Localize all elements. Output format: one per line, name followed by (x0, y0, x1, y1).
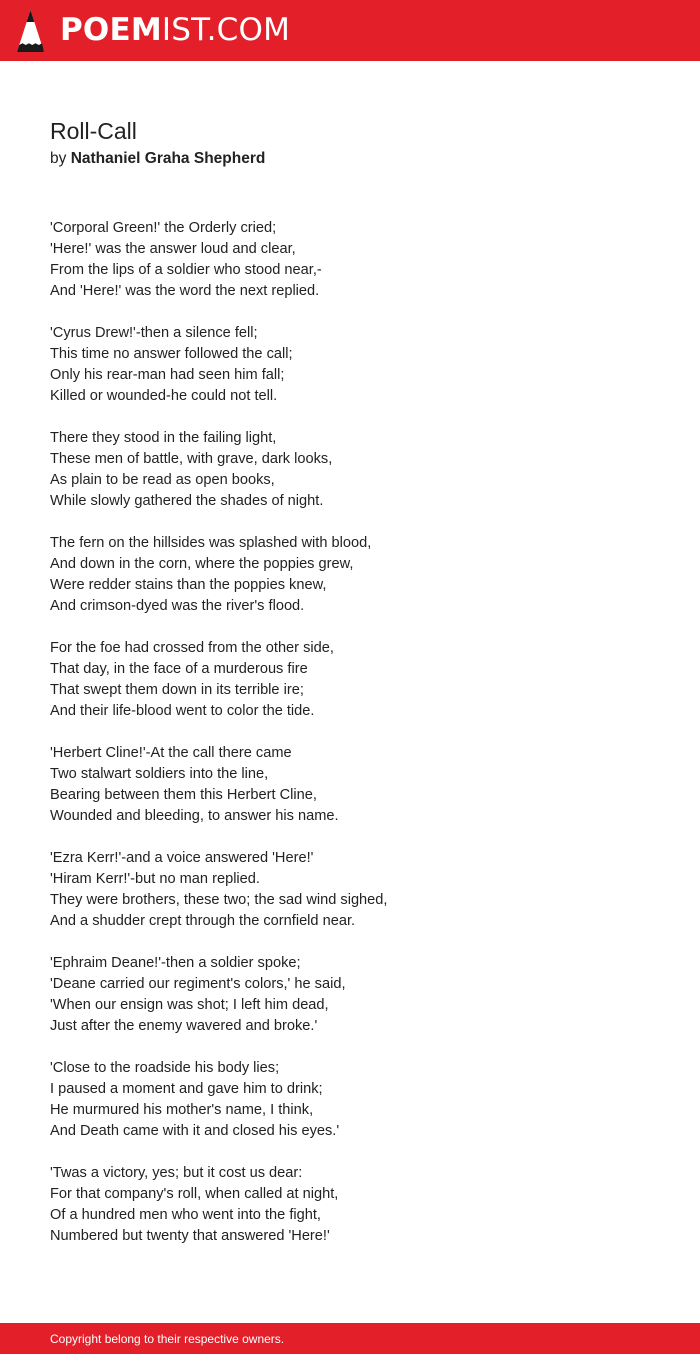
poem-line: And down in the corn, where the poppies grew, (50, 556, 354, 572)
poem-line: 'Herbert Cline!'-At the call there came (50, 745, 292, 761)
stanza (50, 1163, 650, 1247)
poem-line: That swept them down in its terrible ire; (50, 682, 304, 698)
site-footer (0, 1323, 700, 1354)
poem-line: Two stalwart soldiers into the line, (50, 766, 269, 782)
poem-line: And their life-blood went to color the tide. (50, 703, 315, 719)
poem-line: And Death came with it and closed his eyes.' (50, 1123, 340, 1139)
stanza (50, 218, 650, 302)
poem-line: There they stood in the failing light, (50, 430, 277, 446)
poem-line: 'Ezra Kerr!'-and a voice answered 'Here!' (50, 850, 314, 866)
byline (50, 148, 265, 170)
poem-line: The fern on the hillsides was splashed with blood, (50, 535, 372, 551)
poem-line: For the foe had crossed from the other side, (50, 640, 334, 656)
poem-line: 'Hiram Kerr!'-but no man replied. (50, 871, 260, 887)
poem-body (50, 218, 650, 1268)
poem-line: 'Here!' was the answer loud and clear, (50, 241, 296, 257)
logo-text-thin: IST.COM (161, 12, 291, 48)
poem-line: 'Deane carried our regiment's colors,' he said, (50, 976, 346, 992)
poem-line: For that company's roll, when called at night, (50, 1186, 339, 1202)
stanza (50, 953, 650, 1037)
poem-line: 'Corporal Green!' the Orderly cried; (50, 220, 277, 236)
site-logo-link[interactable] (17, 10, 290, 52)
poem-line: Were redder stains than the poppies knew, (50, 577, 327, 593)
poem-line: He murmured his mother's name, I think, (50, 1102, 314, 1118)
site-header (0, 0, 700, 61)
site-logo-text (60, 12, 291, 48)
poem-line: Only his rear-man had seen him fall; (50, 367, 285, 383)
poem-line: These men of battle, with grave, dark looks, (50, 451, 333, 467)
poem-line: 'Cyrus Drew!'-then a silence fell; (50, 325, 258, 341)
pencil-tip-icon (17, 10, 44, 52)
poem-line: And a shudder crept through the cornfield near. (50, 913, 356, 929)
poem-line: 'Twas a victory, yes; but it cost us dear: (50, 1165, 303, 1181)
poem-line: That day, in the face of a murderous fire (50, 661, 308, 677)
poem-line: Bearing between them this Herbert Cline, (50, 787, 317, 803)
author-name: Nathaniel Graha Shepherd (70, 150, 266, 167)
poem-line: Just after the enemy wavered and broke.' (50, 1018, 318, 1034)
stanza (50, 848, 650, 932)
poem-line: And crimson-dyed was the river's flood. (50, 598, 305, 614)
poem-line: Of a hundred men who went into the fight, (50, 1207, 321, 1223)
poem-line: 'Ephraim Deane!'-then a soldier spoke; (50, 955, 301, 971)
stanza (50, 743, 650, 827)
byline-prefix: by (50, 150, 67, 167)
poem-line: Numbered but twenty that answered 'Here!' (50, 1228, 330, 1244)
poem-line: Killed or wounded-he could not tell. (50, 388, 278, 404)
poem-line: They were brothers, these two; the sad wind sighed, (50, 892, 388, 908)
stanza (50, 1058, 650, 1142)
poem-line: Wounded and bleeding, to answer his name. (50, 808, 339, 824)
logo-text-bold: POEM (60, 12, 162, 48)
stanza (50, 323, 650, 407)
stanza (50, 428, 650, 512)
poem-line: 'Close to the roadside his body lies; (50, 1060, 280, 1076)
poem-title: Roll-Call (50, 118, 137, 144)
poem-line: As plain to be read as open books, (50, 472, 275, 488)
poem-line: I paused a moment and gave him to drink; (50, 1081, 323, 1097)
stanza (50, 533, 650, 617)
poem-line: While slowly gathered the shades of night. (50, 493, 324, 509)
poem-line: This time no answer followed the call; (50, 346, 293, 362)
copyright-notice: Copyright belong to their respective owners. (50, 1332, 285, 1346)
poem-line: From the lips of a soldier who stood near,- (50, 262, 322, 278)
stanza (50, 638, 650, 722)
poem-line: 'When our ensign was shot; I left him dead, (50, 997, 329, 1013)
poem-line: And 'Here!' was the word the next replied. (50, 283, 320, 299)
